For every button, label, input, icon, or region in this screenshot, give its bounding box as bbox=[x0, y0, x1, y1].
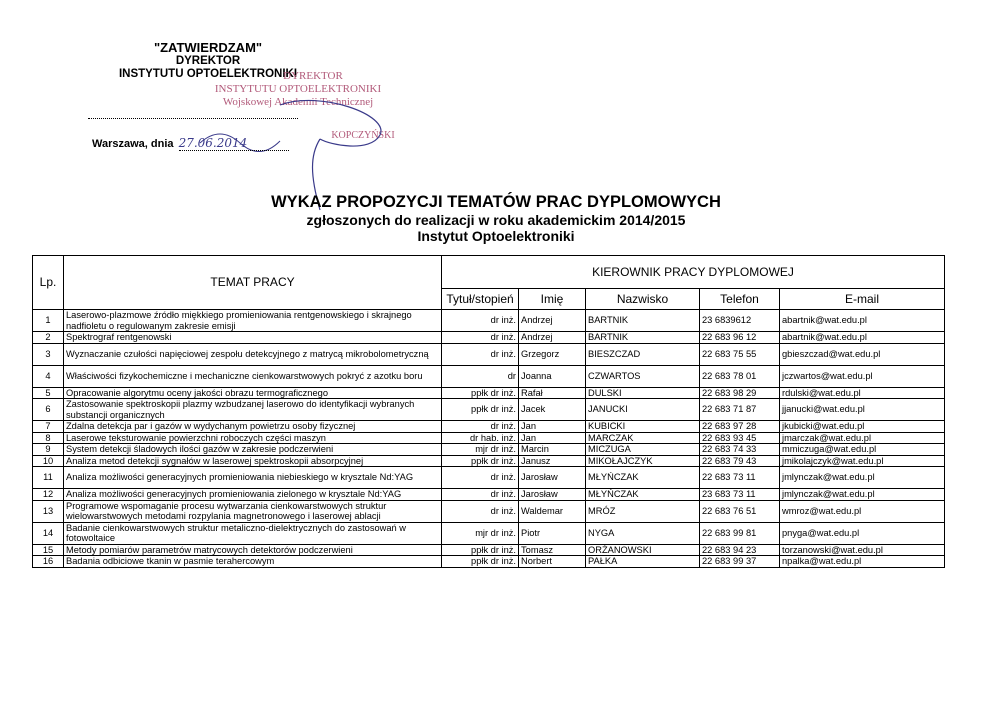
cell-phone: 22 683 96 12 bbox=[700, 332, 780, 344]
cell-lp: 2 bbox=[33, 332, 64, 344]
cell-degree: dr inż. bbox=[442, 467, 519, 489]
cell-topic: Analiza możliwości generacyjnych promieniowania zielonego w krysztale Nd:YAG bbox=[64, 489, 442, 501]
cell-phone: 23 6839612 bbox=[700, 310, 780, 332]
table-row bbox=[33, 387, 945, 399]
title-line-2: zgłoszonych do realizacji w roku akademickim 2014/2015 bbox=[306, 212, 686, 228]
cell-last-name: KUBICKI bbox=[586, 421, 700, 433]
cell-topic: Analiza możliwości generacyjnych promieniowania niebieskiego w krysztale Nd:YAG bbox=[64, 467, 442, 489]
cell-topic: Spektrograf rentgenowski bbox=[64, 332, 442, 344]
cell-email: jmikolajczyk@wat.edu.pl bbox=[780, 455, 945, 467]
title-line-3: Instytut Optoelektroniki bbox=[417, 228, 575, 244]
cell-lp: 10 bbox=[33, 455, 64, 467]
topics-table bbox=[32, 255, 945, 568]
cell-last-name: BARTNIK bbox=[586, 310, 700, 332]
cell-last-name: MARCZAK bbox=[586, 432, 700, 444]
table-row bbox=[33, 455, 945, 467]
cell-first-name: Jan bbox=[519, 432, 586, 444]
cell-lp: 1 bbox=[33, 310, 64, 332]
cell-degree: mjr dr inż. bbox=[442, 444, 519, 456]
cell-phone: 22 683 93 45 bbox=[700, 432, 780, 444]
cell-email: jkubicki@wat.edu.pl bbox=[780, 421, 945, 433]
cell-phone: 22 683 76 51 bbox=[700, 500, 780, 522]
cell-phone: 22 683 74 33 bbox=[700, 444, 780, 456]
cell-phone: 22 683 79 43 bbox=[700, 455, 780, 467]
stamp-line-2: INSTYTUTU OPTOELEKTRONIKI bbox=[214, 83, 382, 95]
header-last-name: Nazwisko bbox=[586, 289, 700, 310]
cell-first-name: Andrzej bbox=[519, 310, 586, 332]
cell-last-name: ORŻANOWSKI bbox=[586, 544, 700, 556]
cell-first-name: Joanna bbox=[519, 365, 586, 387]
cell-last-name: NYGA bbox=[586, 522, 700, 544]
cell-email: abartnik@wat.edu.pl bbox=[780, 310, 945, 332]
table-row bbox=[33, 432, 945, 444]
header-topic: TEMAT PRACY bbox=[64, 256, 442, 310]
table-row bbox=[33, 544, 945, 556]
cell-lp: 15 bbox=[33, 544, 64, 556]
cell-email: wmroz@wat.edu.pl bbox=[780, 500, 945, 522]
header-degree: Tytuł/stopień bbox=[442, 289, 519, 310]
cell-topic: Badania odbiciowe tkanin w pasmie terahercowym bbox=[64, 556, 442, 568]
cell-phone: 22 683 97 28 bbox=[700, 421, 780, 433]
cell-degree: dr hab. inż. bbox=[442, 432, 519, 444]
table-row bbox=[33, 343, 945, 365]
cell-first-name: Rafał bbox=[519, 387, 586, 399]
cell-phone: 22 683 71 87 bbox=[700, 399, 780, 421]
cell-email: rdulski@wat.edu.pl bbox=[780, 387, 945, 399]
cell-degree: dr inż. bbox=[442, 310, 519, 332]
cell-degree: ppłk dr inż. bbox=[442, 544, 519, 556]
cell-first-name: Jarosław bbox=[519, 489, 586, 501]
cell-lp: 3 bbox=[33, 343, 64, 365]
signature-line bbox=[88, 118, 298, 119]
cell-topic: Właściwości fizykochemiczne i mechaniczne cienkowarstwowych pokryć z azotku boru bbox=[64, 365, 442, 387]
handwritten-date: 27.06.2014 bbox=[178, 136, 248, 150]
cell-last-name: MICZUGA bbox=[586, 444, 700, 456]
cell-last-name: BARTNIK bbox=[586, 332, 700, 344]
cell-last-name: PAŁKA bbox=[586, 556, 700, 568]
cell-email: npalka@wat.edu.pl bbox=[780, 556, 945, 568]
cell-first-name: Andrzej bbox=[519, 332, 586, 344]
cell-lp: 5 bbox=[33, 387, 64, 399]
cell-first-name: Norbert bbox=[519, 556, 586, 568]
cell-topic: System detekcji śladowych ilości gazów w zakresie podczerwieni bbox=[64, 444, 442, 456]
cell-email: jjanucki@wat.edu.pl bbox=[780, 399, 945, 421]
header-supervisor: KIEROWNIK PRACY DYPLOMOWEJ bbox=[442, 256, 945, 289]
header-first-name: Imię bbox=[519, 289, 586, 310]
cell-topic: Badanie cienkowarstwowych struktur metaliczno-dielektrycznych do zastosowań w fotowoltaice bbox=[64, 522, 442, 544]
cell-last-name: DULSKI bbox=[586, 387, 700, 399]
approval-heading: "ZATWIERDZAM" bbox=[153, 40, 263, 55]
header-email: E-mail bbox=[780, 289, 945, 310]
cell-phone: 22 683 98 29 bbox=[700, 387, 780, 399]
cell-first-name: Tomasz bbox=[519, 544, 586, 556]
cell-email: mmiczuga@wat.edu.pl bbox=[780, 444, 945, 456]
cell-lp: 9 bbox=[33, 444, 64, 456]
cell-phone: 22 683 73 11 bbox=[700, 467, 780, 489]
cell-first-name: Janusz bbox=[519, 455, 586, 467]
table-row bbox=[33, 467, 945, 489]
title-line-1: WYKAZ PROPOZYCJI TEMATÓW PRAC DYPLOMOWYCH bbox=[271, 193, 721, 211]
cell-first-name: Marcin bbox=[519, 444, 586, 456]
cell-degree: dr inż. bbox=[442, 343, 519, 365]
table-row bbox=[33, 332, 945, 344]
cell-email: jmlynczak@wat.edu.pl bbox=[780, 489, 945, 501]
cell-topic: Zdalna detekcja par i gazów w wydychanym powietrzu osoby fizycznej bbox=[64, 421, 442, 433]
cell-topic: Wyznaczanie czułości napięciowej zespołu detekcyjnego z matrycą mikrobolometryczną bbox=[64, 343, 442, 365]
cell-degree: ppłk dr inż. bbox=[442, 455, 519, 467]
cell-degree: mjr dr inż. bbox=[442, 522, 519, 544]
header-phone: Telefon bbox=[700, 289, 780, 310]
table-row bbox=[33, 399, 945, 421]
table-row bbox=[33, 522, 945, 544]
table-row bbox=[33, 421, 945, 433]
cell-last-name: MŁYŃCZAK bbox=[586, 489, 700, 501]
cell-first-name: Jan bbox=[519, 421, 586, 433]
place-label: Warszawa, dnia bbox=[92, 138, 174, 150]
approval-institute: INSTYTUTU OPTOELEKTRONIKI bbox=[118, 68, 298, 80]
cell-email: jmlynczak@wat.edu.pl bbox=[780, 467, 945, 489]
table-row bbox=[33, 489, 945, 501]
cell-email: jczwartos@wat.edu.pl bbox=[780, 365, 945, 387]
cell-email: gbieszczad@wat.edu.pl bbox=[780, 343, 945, 365]
cell-phone: 22 683 99 81 bbox=[700, 522, 780, 544]
date-line bbox=[179, 136, 289, 151]
table-row bbox=[33, 444, 945, 456]
cell-lp: 12 bbox=[33, 489, 64, 501]
cell-degree: ppłk dr inż. bbox=[442, 387, 519, 399]
cell-first-name: Grzegorz bbox=[519, 343, 586, 365]
cell-degree: ppłk dr inż. bbox=[442, 556, 519, 568]
header-lp: Lp. bbox=[33, 256, 64, 310]
cell-topic: Laserowo-plazmowe źródło miękkiego promieniowania rentgenowskiego i skrajnego nadfioletu o regulowanym zakresie emisji bbox=[64, 310, 442, 332]
cell-degree: dr bbox=[442, 365, 519, 387]
stamp-line-1: DYREKTOR bbox=[283, 70, 343, 82]
cell-email: pnyga@wat.edu.pl bbox=[780, 522, 945, 544]
cell-phone: 22 683 75 55 bbox=[700, 343, 780, 365]
cell-lp: 8 bbox=[33, 432, 64, 444]
cell-degree: dr inż. bbox=[442, 500, 519, 522]
cell-topic: Analiza metod detekcji sygnałów w laserowej spektroskopii absorpcyjnej bbox=[64, 455, 442, 467]
cell-first-name: Piotr bbox=[519, 522, 586, 544]
cell-first-name: Waldemar bbox=[519, 500, 586, 522]
cell-phone: 22 683 94 23 bbox=[700, 544, 780, 556]
cell-last-name: BIESZCZAD bbox=[586, 343, 700, 365]
cell-lp: 7 bbox=[33, 421, 64, 433]
cell-lp: 13 bbox=[33, 500, 64, 522]
cell-topic: Opracowanie algorytmu oceny jakości obrazu termograficznego bbox=[64, 387, 442, 399]
cell-degree: dr inż. bbox=[442, 489, 519, 501]
cell-first-name: Jarosław bbox=[519, 467, 586, 489]
cell-lp: 4 bbox=[33, 365, 64, 387]
cell-topic: Programowe wspomaganie procesu wytwarzania cienkowarstwowych struktur wielowarstwowych metodami rozpylania magnetronowego i laserowej ablacji bbox=[64, 500, 442, 522]
cell-lp: 11 bbox=[33, 467, 64, 489]
cell-degree: ppłk dr inż. bbox=[442, 399, 519, 421]
cell-lp: 16 bbox=[33, 556, 64, 568]
cell-last-name: MŁYŃCZAK bbox=[586, 467, 700, 489]
cell-first-name: Jacek bbox=[519, 399, 586, 421]
table-body bbox=[33, 310, 945, 568]
cell-phone: 23 683 73 11 bbox=[700, 489, 780, 501]
table-row bbox=[33, 365, 945, 387]
cell-email: torzanowski@wat.edu.pl bbox=[780, 544, 945, 556]
cell-phone: 22 683 99 37 bbox=[700, 556, 780, 568]
stamp-line-3: Wojskowej Akademii Technicznej bbox=[222, 96, 374, 108]
cell-last-name: MRÓZ bbox=[586, 500, 700, 522]
cell-degree: dr inż. bbox=[442, 332, 519, 344]
cell-phone: 22 683 78 01 bbox=[700, 365, 780, 387]
cell-topic: Laserowe teksturowanie powierzchni roboczych części maszyn bbox=[64, 432, 442, 444]
cell-email: jmarczak@wat.edu.pl bbox=[780, 432, 945, 444]
place-date bbox=[92, 136, 289, 151]
table-row bbox=[33, 310, 945, 332]
stamp-line-4: KOPCZYŃSKI bbox=[331, 130, 395, 141]
cell-last-name: JANUCKI bbox=[586, 399, 700, 421]
cell-topic: Zastosowanie spektroskopii plazmy wzbudzanej laserowo do identyfikacji wybranych substancji organicznych bbox=[64, 399, 442, 421]
cell-last-name: MIKOŁAJCZYK bbox=[586, 455, 700, 467]
document-title bbox=[0, 193, 992, 244]
cell-email: abartnik@wat.edu.pl bbox=[780, 332, 945, 344]
cell-last-name: CZWARTOS bbox=[586, 365, 700, 387]
table-row bbox=[33, 500, 945, 522]
cell-degree: dr inż. bbox=[442, 421, 519, 433]
cell-topic: Metody pomiarów parametrów matrycowych detektorów podczerwieni bbox=[64, 544, 442, 556]
cell-lp: 14 bbox=[33, 522, 64, 544]
table-row bbox=[33, 556, 945, 568]
approval-title: DYREKTOR bbox=[175, 55, 241, 67]
cell-lp: 6 bbox=[33, 399, 64, 421]
